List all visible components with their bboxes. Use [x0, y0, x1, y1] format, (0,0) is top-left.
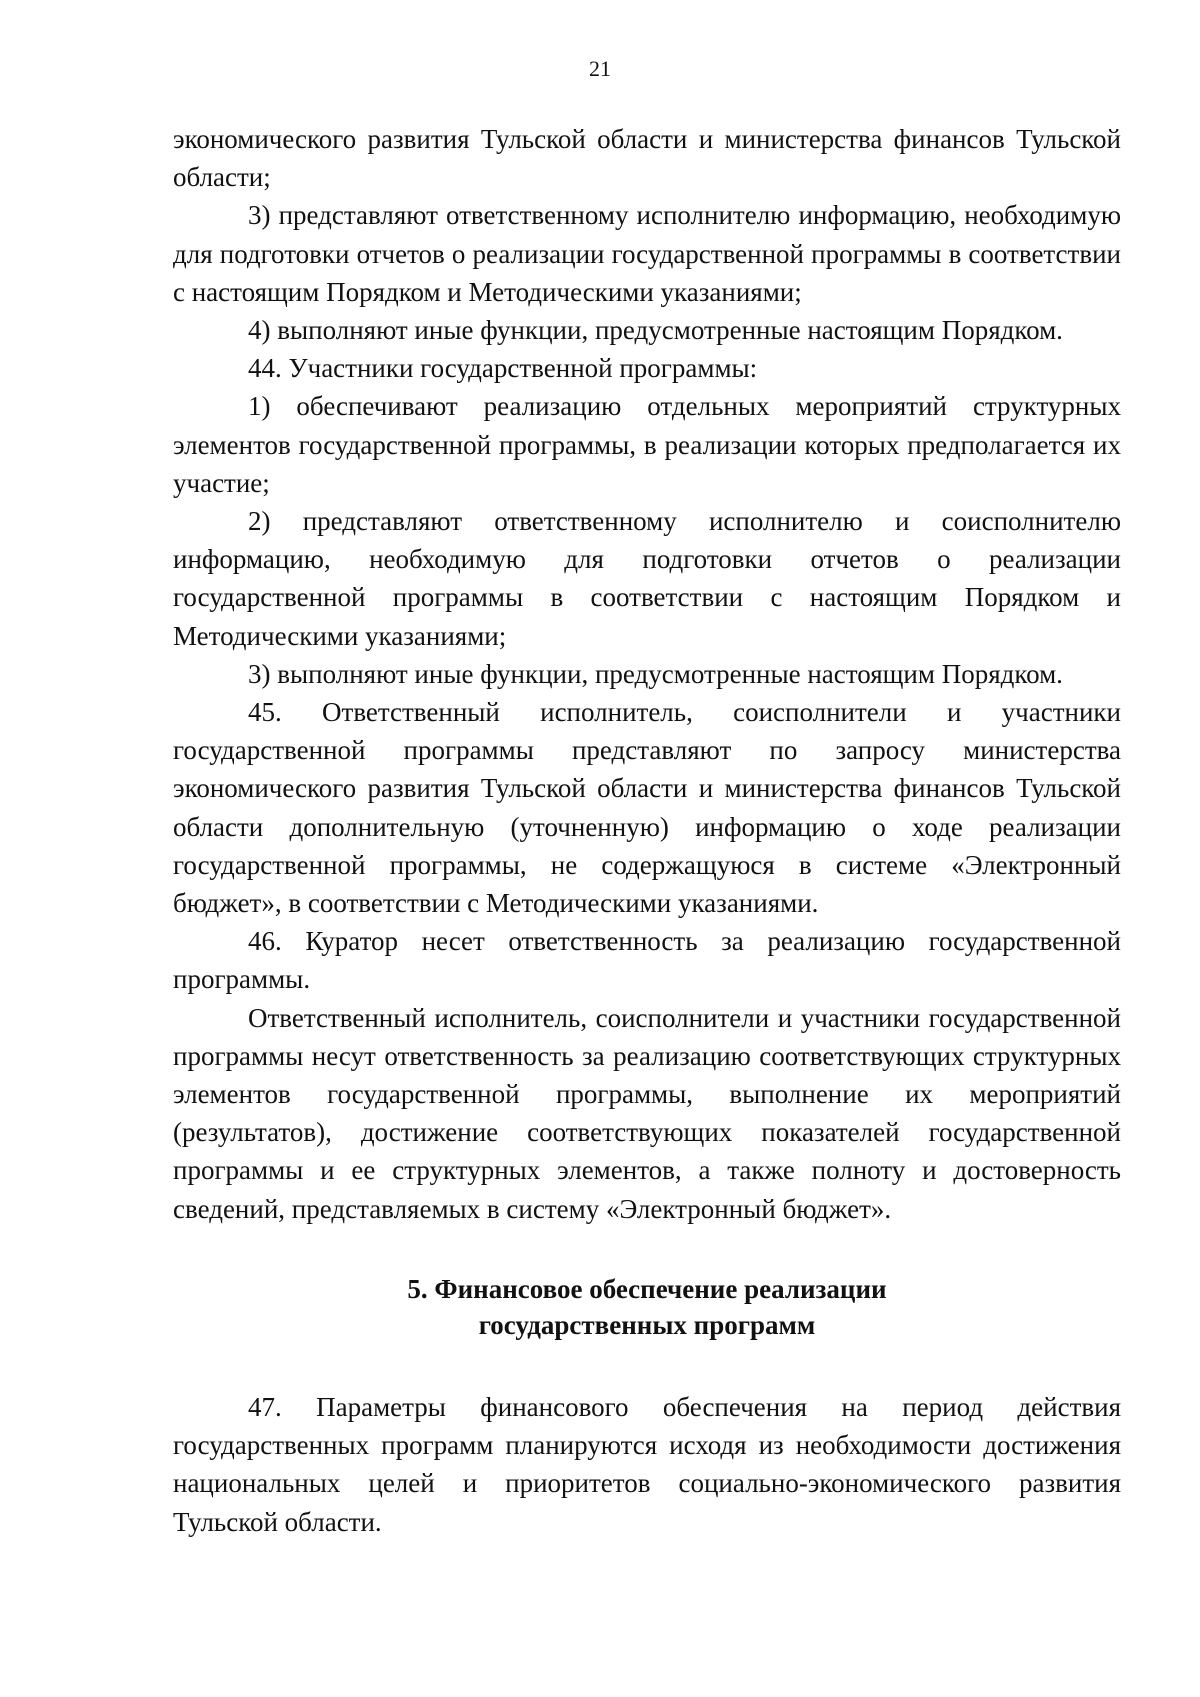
section-heading [173, 1271, 1121, 1343]
paragraph-45: 45. Ответственный исполнитель, соисполнители и участники государственной программы представляют по запросу министерства экономического развития Тульской области и министерства финансов Тульской области дополнительную (уточненную) информацию о ходе реализации государственной программы, не содержащуюся в системе «Электронный бюджет», в соответствии с Методическими указаниями. [173, 697, 1121, 919]
paragraph-46: 46. Куратор несет ответственность за реализацию государственной программы. [173, 926, 1121, 995]
paragraph-47: 47. Параметры финансового обеспечения на период действия государственных программ планируются исходя из необходимости достижения национальных целей и приоритетов социально-экономического развития Тульской области. [173, 1391, 1121, 1537]
page-number: 21 [589, 56, 611, 81]
paragraph-item-4: 4) выполняют иные функции, предусмотренные настоящим Порядком. [248, 315, 1063, 346]
paragraph-44-item-1: 1) обеспечивают реализацию отдельных мероприятий структурных элементов государственной программы, в реализации которых предполагается их участие; [173, 391, 1121, 498]
section-heading-line-2: государственных программ [478, 1309, 816, 1340]
paragraph-continuation: экономического развития Тульской области и министерства финансов Тульской области; [173, 124, 1121, 193]
document-body [173, 120, 1121, 1541]
paragraph-44-item-2: 2) представляют ответственному исполнителю и соисполнителю информацию, необходимую для подготовки отчетов о реализации государственной программы в соответствии с настоящим Порядком и Методическими указаниями; [173, 506, 1121, 651]
paragraph-44: 44. Участники государственной программы: [248, 353, 758, 384]
paragraph-44-item-3: 3) выполняют иные функции, предусмотренные настоящим Порядком. [248, 658, 1063, 689]
section-heading-line-1: 5. Финансовое обеспечение реализации [407, 1273, 887, 1304]
paragraph-46-responsibility: Ответственный исполнитель, соисполнители и участники государственной программы несут ответственность за реализацию соответствующих структурных элементов государственной программы, выполнение их мероприятий (результатов), достижение соответствующих показателей государственной программы и ее структурных элементов, а также полноту и достоверность сведений, представляемых в систему «Электронный бюджет». [173, 1002, 1121, 1224]
paragraph-item-3: 3) представляют ответственному исполнителю информацию, необходимую для подготовки отчетов о реализации государственной программы в соответствии с настоящим Порядком и Методическими указаниями; [173, 200, 1121, 307]
